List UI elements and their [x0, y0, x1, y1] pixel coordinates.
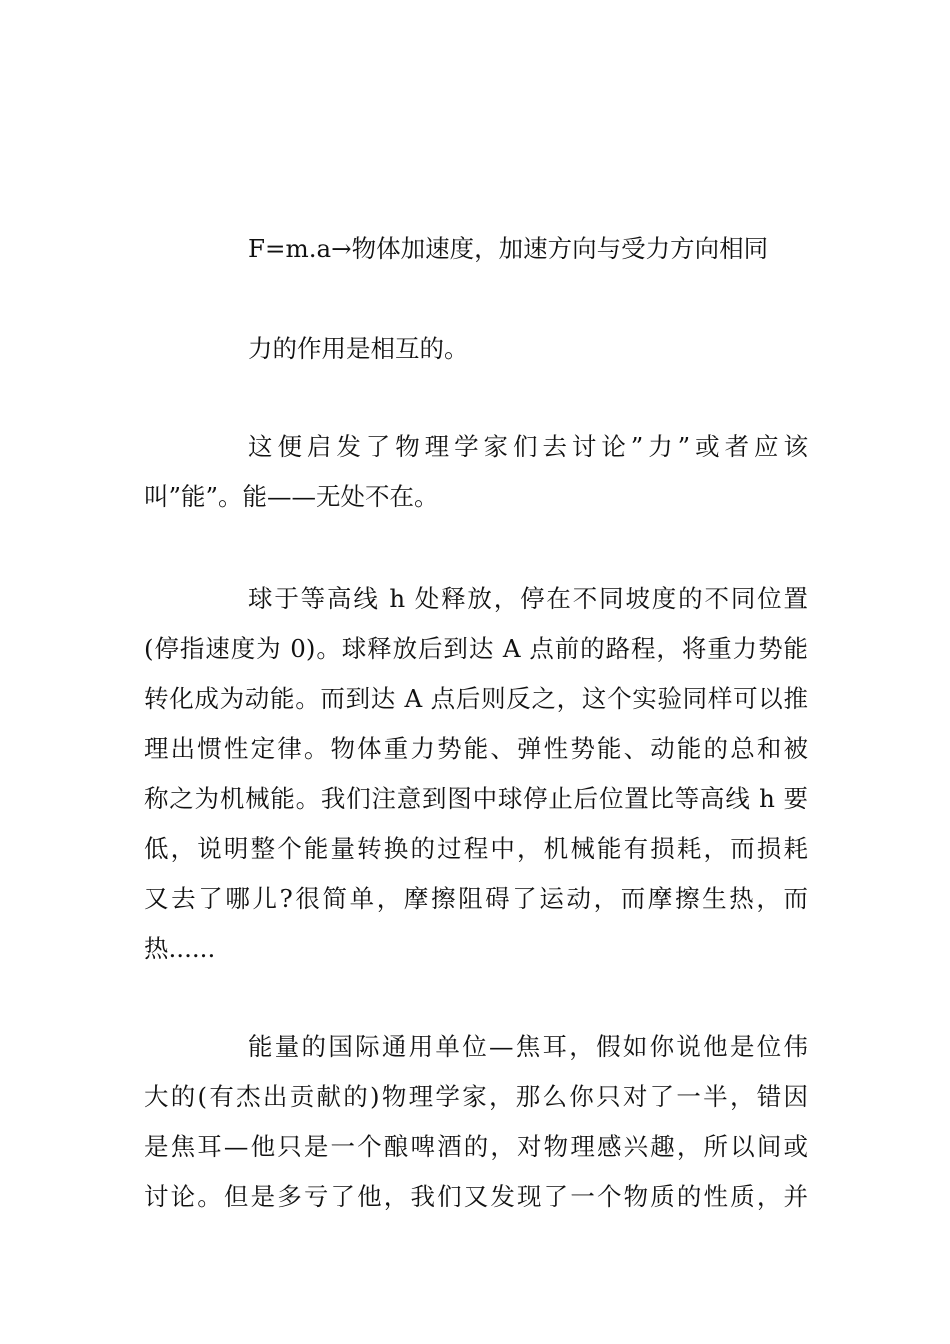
paragraph-line: 力的作用是相互的。: [248, 334, 469, 363]
paragraph-line: 理出惯性定律。物体重力势能、弹性势能、动能的总和被: [144, 734, 808, 763]
paragraph-line: 转化成为动能。而到达 A 点后则反之，这个实验同样可以推: [144, 684, 808, 713]
paragraph-line: 热......: [144, 934, 216, 963]
paragraph-line: 大的(有杰出贡献的)物理学家，那么你只对了一半，错因: [144, 1082, 808, 1111]
paragraph-3: [144, 422, 808, 522]
paragraph-line: 这便启发了物理学家们去讨论”力”或者应该: [248, 432, 808, 461]
paragraph-line: 球于等高线 h 处释放，停在不同坡度的不同位置: [248, 584, 808, 613]
paragraph-line: 称之为机械能。我们注意到图中球停止后位置比等高线 h 要: [144, 784, 808, 813]
paragraph-line: F=m.a→物体加速度，加速方向与受力方向相同: [248, 234, 769, 263]
paragraph-5: [144, 1022, 808, 1222]
paragraph-line: 叫”能”。能——无处不在。: [144, 482, 439, 511]
paragraph-line: 能量的国际通用单位—焦耳，假如你说他是位伟: [248, 1032, 808, 1061]
paragraph-line: 讨论。但是多亏了他，我们又发现了一个物质的性质，并: [144, 1182, 808, 1211]
paragraph-4: [144, 574, 808, 974]
paragraph-line: 又去了哪儿?很简单，摩擦阻碍了运动，而摩擦生热，而: [144, 884, 808, 913]
paragraph-line: (停指速度为 0)。球释放后到达 A 点前的路程，将重力势能: [144, 634, 808, 663]
paragraph-line: 是焦耳—他只是一个酿啤酒的，对物理感兴趣，所以间或: [144, 1132, 808, 1161]
paragraph-2: [144, 324, 808, 374]
paragraph-line: 低，说明整个能量转换的过程中，机械能有损耗，而损耗: [144, 834, 808, 863]
paragraph-1: [144, 224, 808, 274]
